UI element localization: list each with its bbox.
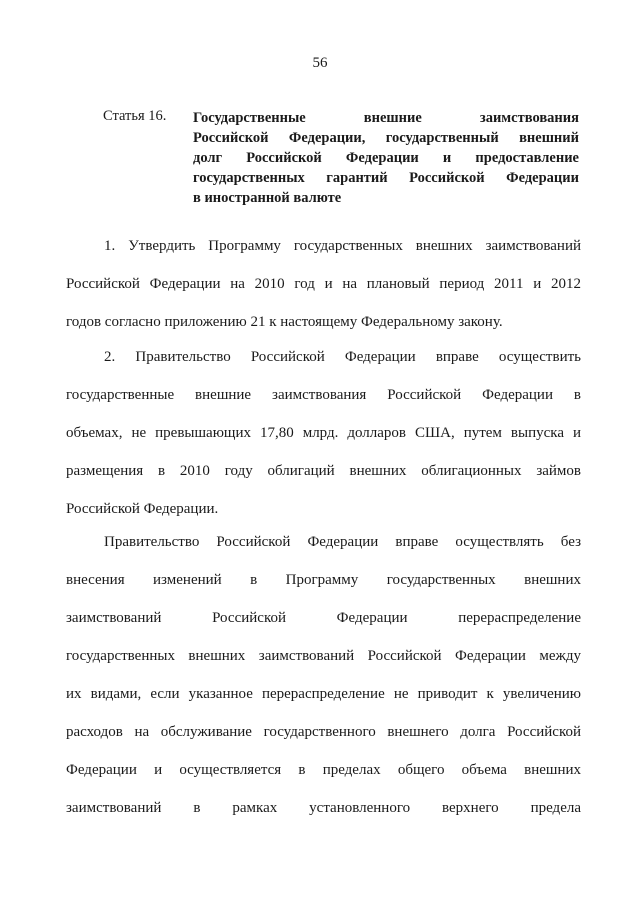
text-line: Российской Федерации на 2010 год и на плановый период 2011 и 2012 xyxy=(66,276,581,292)
text-line: 2. Правительство Российской Федерации вправе осуществить xyxy=(104,349,581,365)
paragraph-3 xyxy=(66,523,581,827)
paragraph-1 xyxy=(66,227,581,341)
text-line: внесения изменений в Программу государственных внешних xyxy=(66,572,581,588)
text-line: расходов на обслуживание государственного внешнего долга Российской xyxy=(66,724,581,740)
text-line: их видами, если указанное перераспределение не приводит к увеличению xyxy=(66,686,581,702)
text-line: государственных внешних заимствований Российской Федерации между xyxy=(66,648,581,664)
text-line: 1. Утвердить Программу государственных внешних заимствований xyxy=(104,238,581,254)
article-label: Статья 16. xyxy=(103,108,167,124)
article-title-line: в иностранной валюте xyxy=(193,190,342,206)
text-line: Федерации и осуществляется в пределах общего объема внешних xyxy=(66,762,581,778)
article-title-line: Государственные внешние заимствования xyxy=(193,110,579,126)
article-title xyxy=(193,108,579,208)
paragraph-2 xyxy=(66,338,581,528)
article-title-line: государственных гарантий Российской Федерации xyxy=(193,170,579,186)
text-line: заимствований Российской Федерации перераспределение xyxy=(66,610,581,626)
page-number: 56 xyxy=(312,55,328,71)
article-title-line: Российской Федерации, государственный внешний xyxy=(193,130,579,146)
text-line: государственные внешние заимствования Российской Федерации в xyxy=(66,387,581,403)
text-line: объемах, не превышающих 17,80 млрд. долларов США, путем выпуска и xyxy=(66,425,581,441)
text-line: годов согласно приложению 21 к настоящему Федеральному закону. xyxy=(66,314,503,330)
text-line: Российской Федерации. xyxy=(66,501,219,517)
text-line: размещения в 2010 году облигаций внешних облигационных займов xyxy=(66,463,581,479)
text-line: заимствований в рамках установленного верхнего предела xyxy=(66,800,581,816)
text-line: Правительство Российской Федерации вправе осуществлять без xyxy=(104,534,581,550)
article-title-line: долг Российской Федерации и предоставление xyxy=(193,150,579,166)
